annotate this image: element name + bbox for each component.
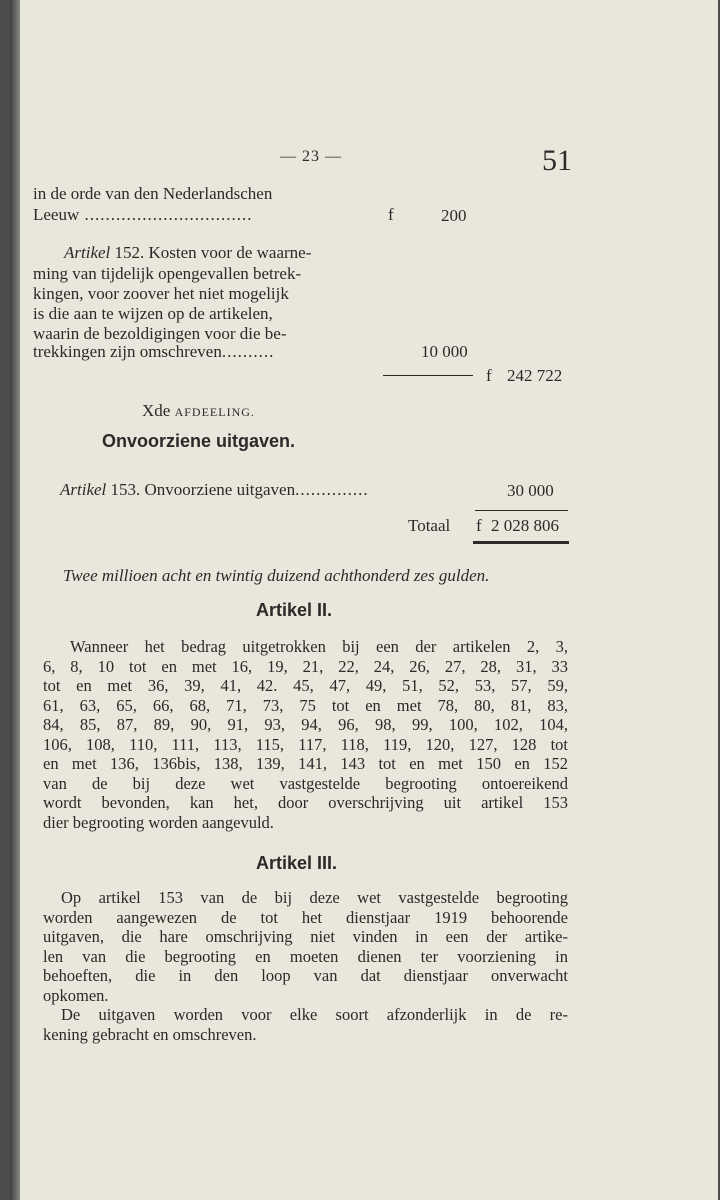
- article-152-line: ming van tijdelijk opengevallen betrek-: [33, 264, 302, 283]
- paragraph-line: 61, 63, 65, 66, 68, 71, 73, 75 tot en met 78, 80, 81, 83,: [43, 695, 568, 715]
- paragraph-line: worden aangewezen de tot het dienstjaar 1919 behoorende: [43, 907, 568, 927]
- total-in-words: Twee millioen acht en twintig duizend achthonderd zes gulden.: [63, 566, 490, 585]
- total-label: Totaal: [408, 516, 451, 535]
- paragraph-line: en met 136, 136bis, 138, 139, 141, 143 tot en met 150 en 152: [43, 754, 568, 773]
- paragraph-line: kening gebracht en omschreven.: [43, 1024, 257, 1044]
- item1-currency: f: [388, 205, 394, 224]
- article-153-amount: 30 000: [507, 481, 554, 500]
- total-top-rule: [475, 510, 568, 511]
- subtotal-currency: f: [486, 366, 492, 385]
- article-152-first-line: Artikel 152. Kosten voor de waarne-: [64, 243, 312, 262]
- document-page: [10, 0, 718, 1200]
- total-double-rule: [473, 541, 569, 544]
- article-153-line: Artikel 153. Onvoorziene uitgaven..............: [60, 480, 369, 499]
- paragraph-line: 106, 108, 110, 111, 113, 115, 117, 118, 119, 120, 127, 128 tot: [43, 734, 568, 754]
- item1-last-line: Leeuw ................................: [33, 205, 253, 224]
- artikel-3-title: Artikel III.: [256, 853, 338, 873]
- paragraph-line: behoeften, die in den loop van dat dienstjaar onverwacht: [43, 966, 568, 985]
- page-number-small: — 23 —: [280, 148, 342, 165]
- paragraph-line: Wanneer het bedrag uitgetrokken bij een der artikelen 2, 3,: [70, 637, 568, 656]
- artikel-3-paragraph: [43, 888, 568, 1044]
- paragraph-line: len van die begrooting en moeten dienen ter voorziening in: [43, 946, 568, 966]
- paragraph-line: dier begrooting worden aangevuld.: [43, 812, 274, 832]
- total-currency: f: [476, 516, 482, 535]
- subtotal-amount: 242 722: [507, 366, 563, 385]
- artikel-2-paragraph: [43, 637, 568, 832]
- article-152-last-line: trekkingen zijn omschreven..........: [33, 342, 275, 361]
- paragraph-line: wordt bevonden, kan het, door overschrijving uit artikel 153: [43, 793, 568, 812]
- paragraph-line: van de bij deze wet vastgestelde begrooting ontoereikend: [43, 773, 568, 793]
- paragraph-line: tot en met 36, 39, 41, 42. 45, 47, 49, 51, 52, 53, 57, 59,: [43, 676, 568, 695]
- paragraph-line: 84, 85, 87, 89, 90, 91, 93, 94, 96, 98, 99, 100, 102, 104,: [43, 715, 568, 734]
- section-title: Onvoorziene uitgaven.: [102, 431, 296, 451]
- article-152-line: waarin de bezoldigingen voor die be-: [33, 324, 287, 343]
- paragraph-line: opkomen.: [43, 985, 109, 1005]
- paragraph-line: De uitgaven worden voor elke soort afzonderlijk in de re-: [61, 1005, 568, 1024]
- item1-line: in de orde van den Nederlandschen: [33, 184, 273, 203]
- total-amount: 2 028 806: [491, 516, 559, 535]
- paragraph-line: 6, 8, 10 tot en met 16, 19, 21, 22, 24, 26, 27, 28, 31, 33: [43, 656, 568, 676]
- paragraph-line: Op artikel 153 van de bij deze wet vastgestelde begrooting: [61, 888, 568, 907]
- subtotal-rule: [383, 375, 473, 376]
- page-number-large: 51: [542, 144, 572, 177]
- artikel-2-title: Artikel II.: [256, 600, 333, 620]
- page-edge-shadow: [10, 0, 20, 1200]
- item1-amount: 200: [441, 206, 467, 225]
- section-number: Xde AFDEELING.: [142, 401, 255, 420]
- article-152-line: is die aan te wijzen op de artikelen,: [33, 304, 273, 323]
- article-152-line: kingen, voor zoover het niet mogelijk: [33, 284, 289, 303]
- article-152-amount: 10 000: [421, 342, 468, 361]
- paragraph-line: uitgaven, die hare omschrijving niet vinden in een der artike-: [43, 927, 568, 946]
